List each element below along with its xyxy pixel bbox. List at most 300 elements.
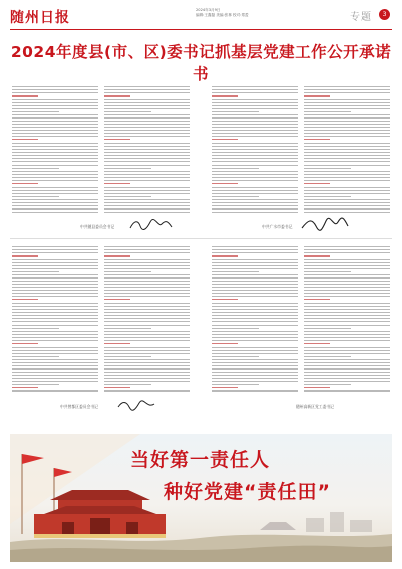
text-line	[12, 183, 38, 184]
text-line	[104, 246, 190, 247]
text-line	[104, 353, 190, 354]
text-line	[212, 190, 298, 191]
text-line	[12, 384, 59, 385]
text-line	[212, 309, 298, 310]
text-line	[212, 372, 298, 373]
text-line	[12, 155, 98, 156]
banner-slogan-line2: 种好党建“责任田”	[164, 481, 331, 503]
text-line	[304, 111, 351, 112]
text-line	[212, 356, 259, 357]
text-line	[12, 246, 98, 247]
text-line	[212, 171, 298, 172]
text-line	[12, 284, 98, 285]
text-line	[104, 174, 190, 175]
article-bottom-left-col-1	[12, 246, 98, 394]
text-line	[12, 290, 98, 291]
text-line	[212, 350, 298, 351]
text-line	[212, 95, 238, 96]
text-line	[104, 139, 130, 140]
text-line	[212, 290, 298, 291]
text-line	[304, 296, 390, 297]
text-line	[12, 249, 98, 250]
text-line	[12, 365, 98, 366]
text-line	[104, 111, 151, 112]
text-line	[12, 350, 98, 351]
text-line	[104, 387, 130, 388]
text-line	[104, 315, 190, 316]
text-line	[212, 368, 298, 369]
text-line	[304, 387, 330, 388]
text-line	[104, 340, 190, 341]
text-line	[212, 268, 298, 269]
text-line	[304, 312, 390, 313]
text-line	[104, 356, 151, 357]
text-line	[304, 205, 390, 206]
text-line	[304, 368, 390, 369]
text-line	[212, 362, 298, 363]
text-line	[212, 303, 298, 304]
text-line	[212, 299, 238, 300]
text-line	[304, 246, 390, 247]
text-line	[212, 89, 298, 90]
text-line	[12, 95, 38, 96]
text-line	[104, 143, 190, 144]
text-line	[304, 155, 390, 156]
text-line	[304, 86, 390, 87]
text-line	[304, 309, 390, 310]
text-line	[212, 121, 298, 122]
text-line	[12, 165, 98, 166]
text-line	[12, 193, 98, 194]
text-line	[12, 268, 98, 269]
text-line	[304, 306, 390, 307]
text-line	[304, 190, 390, 191]
text-line	[12, 340, 98, 341]
text-line	[304, 99, 390, 100]
text-line	[212, 315, 298, 316]
text-line	[304, 268, 390, 269]
text-line	[304, 130, 390, 131]
text-line	[104, 325, 190, 326]
text-line	[104, 328, 151, 329]
text-line	[212, 99, 298, 100]
text-line	[212, 114, 298, 115]
text-line	[12, 265, 98, 266]
text-line	[304, 328, 351, 329]
issue-editors: 编辑:王鑫磊 美编:张林 校对:郑盈	[196, 13, 249, 17]
text-line	[212, 265, 298, 266]
text-line	[304, 343, 330, 344]
text-line	[12, 337, 98, 338]
text-line	[304, 325, 390, 326]
text-line	[12, 331, 98, 332]
text-line	[104, 252, 190, 253]
text-line	[104, 193, 190, 194]
text-line	[104, 277, 190, 278]
text-line	[12, 133, 98, 134]
promo-banner	[10, 434, 392, 562]
text-line	[304, 318, 390, 319]
text-line	[304, 208, 390, 209]
text-line	[304, 252, 390, 253]
text-line	[12, 296, 98, 297]
text-line	[212, 277, 298, 278]
text-line	[212, 281, 298, 282]
section-divider	[10, 238, 392, 239]
section-label: 专题	[350, 12, 372, 23]
text-line	[212, 177, 298, 178]
text-line	[304, 299, 330, 300]
text-line	[212, 296, 298, 297]
text-line	[104, 124, 190, 125]
text-line	[304, 168, 351, 169]
text-line	[304, 165, 390, 166]
article-top-right-col-1	[212, 86, 298, 216]
text-line	[104, 368, 190, 369]
text-line	[104, 121, 190, 122]
text-line	[304, 331, 390, 332]
text-line	[212, 249, 298, 250]
text-line	[212, 208, 298, 209]
text-line	[212, 86, 298, 87]
handwritten-signature	[128, 218, 174, 232]
text-line	[304, 174, 390, 175]
text-line	[212, 343, 238, 344]
text-line	[104, 102, 190, 103]
text-line	[104, 362, 190, 363]
text-line	[12, 293, 98, 294]
text-line	[104, 274, 190, 275]
text-line	[212, 180, 298, 181]
text-line	[304, 105, 390, 106]
text-line	[104, 130, 190, 131]
text-line	[104, 375, 190, 376]
signature-label: 中共广水市委书记	[262, 224, 293, 229]
text-line	[212, 111, 259, 112]
text-line	[12, 168, 59, 169]
article-top-left-col-1	[12, 86, 98, 216]
text-line	[212, 328, 259, 329]
text-line	[12, 208, 98, 209]
text-line	[104, 205, 190, 206]
text-line	[12, 180, 98, 181]
text-line	[304, 271, 351, 272]
text-line	[12, 196, 59, 197]
text-line	[304, 378, 390, 379]
text-line	[12, 390, 98, 391]
text-line	[12, 271, 59, 272]
text-line	[212, 146, 298, 147]
text-line	[12, 136, 98, 137]
text-line	[12, 312, 98, 313]
text-line	[12, 130, 98, 131]
text-line	[12, 114, 98, 115]
text-line	[304, 199, 390, 200]
text-line	[212, 381, 298, 382]
text-line	[104, 133, 190, 134]
text-line	[212, 375, 298, 376]
text-line	[212, 271, 259, 272]
text-line	[212, 108, 298, 109]
text-line	[104, 136, 190, 137]
text-line	[104, 180, 190, 181]
text-line	[304, 146, 390, 147]
text-line	[304, 143, 390, 144]
text-line	[304, 149, 390, 150]
text-line	[304, 114, 390, 115]
text-line	[212, 293, 298, 294]
issue-date: 2024年3月9日	[196, 8, 221, 12]
text-line	[12, 328, 59, 329]
text-line	[304, 95, 330, 96]
text-line	[212, 337, 298, 338]
text-line	[304, 161, 390, 162]
text-line	[12, 152, 98, 153]
text-line	[212, 340, 298, 341]
text-line	[212, 193, 298, 194]
text-line	[12, 89, 98, 90]
text-line	[304, 375, 390, 376]
text-line	[104, 309, 190, 310]
text-line	[212, 202, 298, 203]
text-line	[212, 252, 298, 253]
text-line	[304, 158, 390, 159]
text-line	[304, 212, 390, 213]
text-line	[12, 325, 98, 326]
text-line	[304, 281, 390, 282]
text-line	[12, 259, 98, 260]
text-line	[304, 340, 390, 341]
text-line	[304, 255, 330, 256]
text-line	[304, 127, 390, 128]
text-line	[104, 99, 190, 100]
text-line	[104, 127, 190, 128]
text-line	[212, 124, 298, 125]
text-line	[212, 92, 298, 93]
text-line	[12, 86, 98, 87]
text-line	[104, 165, 190, 166]
text-line	[104, 105, 190, 106]
text-line	[104, 183, 130, 184]
text-line	[212, 174, 298, 175]
text-line	[104, 117, 190, 118]
text-line	[104, 384, 151, 385]
text-line	[104, 249, 190, 250]
text-line	[304, 303, 390, 304]
text-line	[12, 99, 98, 100]
text-line	[12, 356, 59, 357]
text-line	[104, 152, 190, 153]
text-line	[104, 262, 190, 263]
text-line	[12, 368, 98, 369]
text-line	[12, 287, 98, 288]
text-line	[212, 262, 298, 263]
text-line	[212, 165, 298, 166]
text-line	[12, 146, 98, 147]
text-line	[12, 205, 98, 206]
text-line	[104, 212, 190, 213]
text-line	[212, 158, 298, 159]
article-bottom-right-col-2	[304, 246, 390, 394]
text-line	[12, 190, 98, 191]
text-line	[304, 117, 390, 118]
text-line	[304, 365, 390, 366]
text-line	[12, 199, 98, 200]
text-line	[212, 321, 298, 322]
text-line	[212, 353, 298, 354]
text-line	[304, 193, 390, 194]
text-line	[12, 378, 98, 379]
text-line	[304, 196, 351, 197]
article-top-right-col-2	[304, 86, 390, 216]
text-line	[304, 177, 390, 178]
text-line	[12, 309, 98, 310]
signature-label: 中共曾都区委员会书记	[60, 404, 98, 409]
text-line	[212, 347, 298, 348]
text-line	[104, 187, 190, 188]
text-line	[12, 262, 98, 263]
text-line	[212, 152, 298, 153]
text-line	[304, 293, 390, 294]
text-line	[12, 315, 98, 316]
text-line	[304, 347, 390, 348]
text-line	[304, 102, 390, 103]
text-line	[12, 387, 38, 388]
text-line	[104, 199, 190, 200]
text-line	[12, 174, 98, 175]
text-line	[12, 334, 98, 335]
text-line	[104, 306, 190, 307]
text-line	[304, 315, 390, 316]
handwritten-signature	[116, 398, 156, 412]
text-line	[12, 303, 98, 304]
text-line	[104, 299, 130, 300]
text-line	[212, 318, 298, 319]
text-line	[212, 384, 259, 385]
text-line	[304, 359, 390, 360]
text-line	[104, 177, 190, 178]
text-line	[212, 325, 298, 326]
text-line	[12, 321, 98, 322]
text-line	[212, 130, 298, 131]
text-line	[104, 350, 190, 351]
text-line	[104, 202, 190, 203]
text-line	[212, 187, 298, 188]
text-line	[304, 350, 390, 351]
text-line	[304, 92, 390, 93]
text-line	[104, 281, 190, 282]
signature-label: 中共随县委员会书记	[80, 224, 115, 229]
text-line	[12, 158, 98, 159]
banner-slogan-line1: 当好第一责任人	[130, 449, 271, 471]
text-line	[304, 372, 390, 373]
text-line	[104, 381, 190, 382]
text-line	[212, 127, 298, 128]
text-line	[104, 89, 190, 90]
text-line	[12, 343, 38, 344]
text-line	[12, 359, 98, 360]
text-line	[104, 347, 190, 348]
text-line	[104, 168, 151, 169]
text-line	[12, 212, 98, 213]
text-line	[104, 146, 190, 147]
text-line	[12, 143, 98, 144]
text-line	[12, 274, 98, 275]
text-line	[104, 343, 130, 344]
text-line	[304, 89, 390, 90]
text-line	[212, 331, 298, 332]
text-line	[104, 293, 190, 294]
text-line	[104, 359, 190, 360]
text-line	[212, 259, 298, 260]
text-line	[304, 265, 390, 266]
text-line	[212, 359, 298, 360]
text-line	[304, 136, 390, 137]
text-line	[104, 365, 190, 366]
text-line	[104, 303, 190, 304]
text-line	[104, 318, 190, 319]
text-line	[212, 255, 238, 256]
text-line	[104, 108, 190, 109]
text-line	[212, 117, 298, 118]
text-line	[304, 284, 390, 285]
text-line	[304, 152, 390, 153]
text-line	[12, 149, 98, 150]
text-line	[12, 124, 98, 125]
text-line	[12, 255, 38, 256]
text-line	[12, 111, 59, 112]
text-line	[304, 259, 390, 260]
text-line	[104, 271, 151, 272]
text-line	[12, 375, 98, 376]
text-line	[212, 284, 298, 285]
text-line	[12, 139, 38, 140]
text-line	[104, 265, 190, 266]
text-line	[104, 92, 190, 93]
text-line	[304, 262, 390, 263]
page-headline: 2024年度县(市、区)委书记抓基层党建工作公开承诺书	[10, 43, 392, 83]
text-line	[212, 390, 298, 391]
article-bottom-right-col-1	[212, 246, 298, 394]
text-line	[12, 105, 98, 106]
text-line	[212, 312, 298, 313]
text-line	[212, 334, 298, 335]
text-line	[212, 161, 298, 162]
text-line	[212, 205, 298, 206]
text-line	[304, 381, 390, 382]
text-line	[12, 161, 98, 162]
text-line	[304, 180, 390, 181]
handwritten-signature	[300, 216, 350, 232]
article-top-left-col-2	[104, 86, 190, 216]
text-line	[12, 102, 98, 103]
text-line	[12, 381, 98, 382]
text-line	[304, 133, 390, 134]
text-line	[104, 208, 190, 209]
text-line	[212, 387, 238, 388]
text-line	[304, 183, 330, 184]
text-line	[104, 296, 190, 297]
newspaper-logo: 随州日报	[10, 10, 70, 26]
text-line	[12, 121, 98, 122]
text-line	[304, 356, 351, 357]
text-line	[104, 161, 190, 162]
text-line	[12, 362, 98, 363]
text-line	[304, 384, 351, 385]
text-line	[304, 202, 390, 203]
text-line	[104, 255, 130, 256]
text-line	[304, 290, 390, 291]
